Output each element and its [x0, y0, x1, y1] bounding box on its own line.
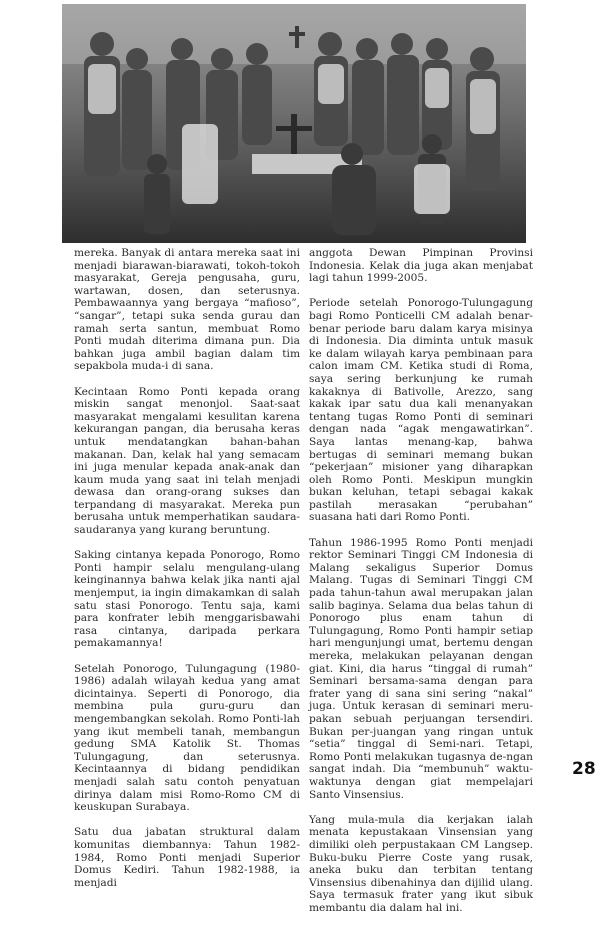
group-photo — [62, 4, 526, 243]
paragraph: Satu dua jabatan struktural dalam komunitas diembannya: Tahun 1982-1984, Romo Ponti menjadi Superior Domus Kediri. Tahun 1982-1988, ia menjadi — [74, 826, 300, 889]
paragraph: Tahun 1986-1995 Romo Ponti menjadi rektor Seminari Tinggi CM Indonesia di Malang sekaligus Superior Domus Malang. Tugas di Seminari Tinggi CM pada tahun-tahun awal merupakan jalan salib baginya. Selama dua belas tahun di Ponorogo plus enam tahun di Tulungagung, Romo Ponti hampir setiap hari mengunjungi umat, bertemu dengan mereka, melakukan pelayanan dengan giat. Kini, dia harus “tinggal di rumah” Seminari bersama-sama dengan para frater yang di sana sini sering “nakal” juga. Untuk kerasan di seminari meru-pakan sebuah perjuangan tersendiri. Bukan per-juangan yang ringan untuk “setia” tinggal di Semi-nari. Tetapi, Romo Ponti melakukan tugasnya de-ngan sangat indah. Dia “membunuh” waktu-waktunya dengan giat mempelajari Santo Vinsensius. — [309, 536, 533, 801]
paragraph: Setelah Ponorogo, Tulungagung (1980-1986) adalah wilayah kedua yang amat dicintainya. Seperti di Ponorogo, dia membina pula guru-guru dan mengembangkan sekolah. Romo Ponti-lah yang ikut membeli tanah, membangun gedung SMA Katolik St. Thomas Tulungagung, dan seterusnya. Kecintaannya di bidang pendidikan menjadi salah satu contoh penyatuan dirinya dalam misi Romo-Romo CM di keuskupan Surabaya. — [74, 662, 300, 814]
paragraph: Saking cintanya kepada Ponorogo, Romo Ponti hampir selalu mengulang-ulang keinginannya bahwa kelak jika nanti ajal menjemput, ia ingin dimakamkan di salah satu stasi Ponorogo. Tentu saja, kami para konfrater lebih menggarisbawahi rasa cintanya, daripada perkara pemakamannya! — [74, 549, 300, 650]
paragraph: mereka. Banyak di antara mereka saat ini menjadi biarawan-biarawati, tokoh-tokoh masyarakat, Gereja pengusaha, guru, wartawan, dosen, dan seterusnya. Pembawaannya yang bergaya “mafioso”, “sangar”, tetapi suka senda gurau dan ramah serta santun, membuat Romo Ponti mudah diterima dimana pun. Dia bahkan juga ambil bagian dalam tim sepakbola muda-i di sana. — [74, 247, 300, 373]
paragraph: Periode setelah Ponorogo-Tulungagung bagi Romo Ponticelli CM adalah benar-benar periode baru dalam karya misinya di Indonesia. Dia diminta untuk masuk ke dalam wilayah karya pembinaan para calon imam CM. Ketika studi di Roma, saya sering berkunjung ke rumah kakaknya di Bativolle, Arezzo, sang kakak ipar satu dua kali menanyakan tentang tugas Romo Ponti di seminari dengan nada “agak mengawatirkan”. Saya lantas menang-kap, bahwa bertugas di seminari memang bukan “pekerjaan” misioner yang diharapkan oleh Romo Ponti. Meskipun mungkin bukan keluhan, tetapi sebagai kakak pastilah merasakan “perubahan” suasana hati dari Romo Ponti. — [309, 297, 533, 524]
page-number: 28 — [572, 759, 596, 779]
left-text-column — [74, 247, 300, 902]
paragraph: Kecintaan Romo Ponti kepada orang miskin sangat menonjol. Saat-saat masyarakat mengalami kesulitan karena kekurangan pangan, dia berusaha keras untuk mendatangkan bahan-bahan makanan. Dan, kelak hal yang semacam ini juga menular kepada anak-anak dan kaum muda yang saat ini telah menjadi dewasa dan orang-orang sukses dan terpandang di masyarakat. Mereka pun berusaha untuk memperhatikan saudara-saudaranya yang kurang beruntung. — [74, 385, 300, 537]
paragraph: anggota Dewan Pimpinan Provinsi Indonesia. Kelak dia juga akan menjabat lagi tahun 1999-2005. — [309, 247, 533, 285]
right-text-column — [309, 247, 533, 927]
paragraph: Yang mula-mula dia kerjakan ialah menata kepustakaan Vinsensian yang dimiliki oleh perpustakaan CM Langsep. Buku-buku Pierre Coste yang rusak, aneka buku dan terbitan tentang Vinsensius dibenahinya dan dijilid ulang. Saya termasuk frater yang ikut sibuk membantu dia dalam hal ini. — [309, 813, 533, 914]
